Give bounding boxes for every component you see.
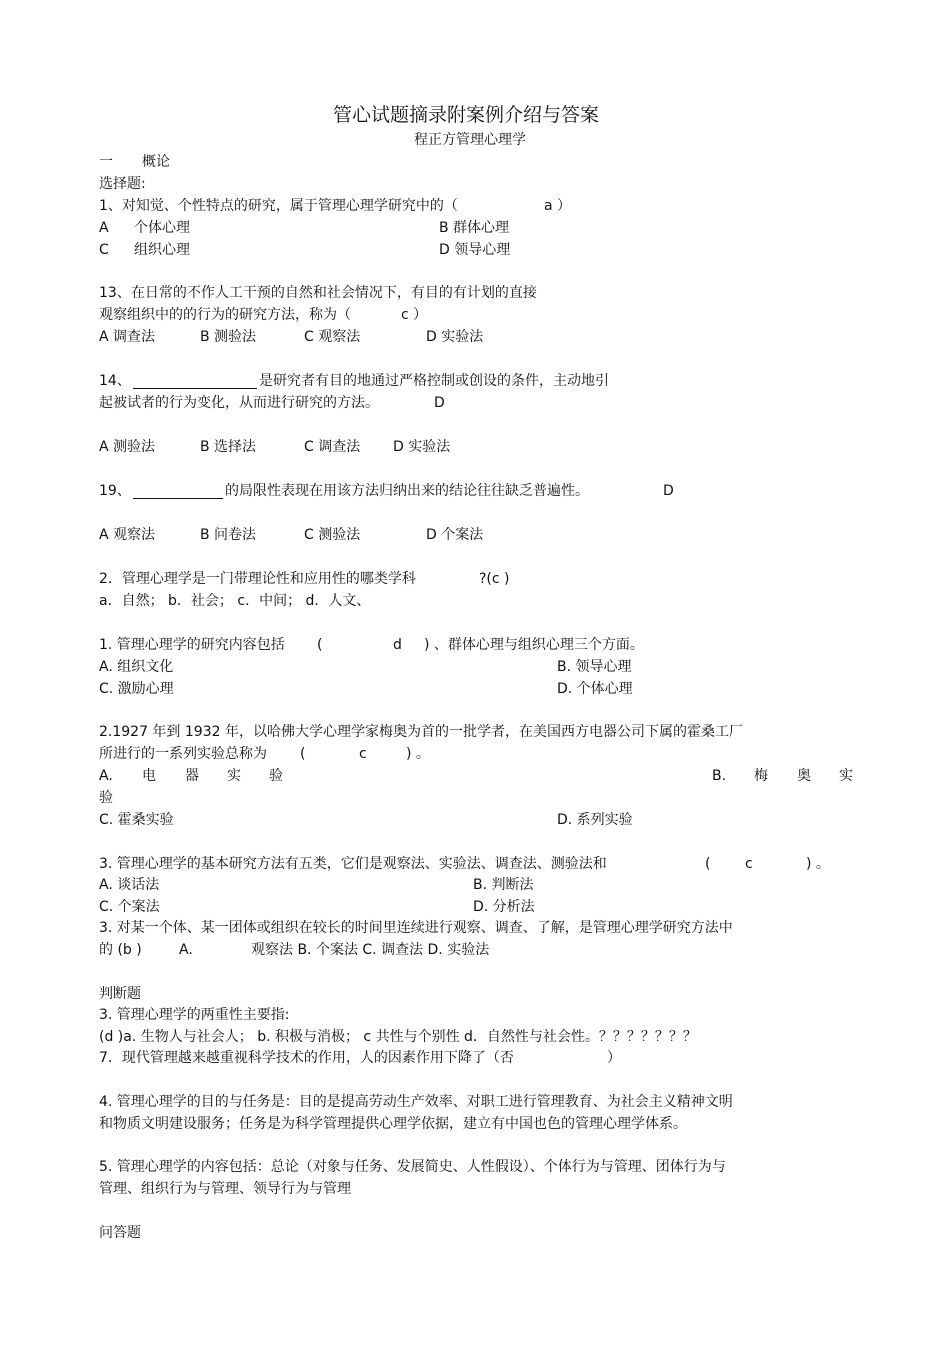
text-line-q2a: 2．管理心理学是一门带理论性和应用性的哪类学科 (99, 571, 416, 587)
text-line-q1A: A (99, 220, 109, 236)
text-line-q19b: 的局限性表现在用该方法归纳出来的结论往往缺乏普遍性。 (225, 483, 589, 499)
text-line-q14a: 14、 (99, 373, 131, 389)
text-line-q19o2: B 问卷法 (200, 527, 257, 543)
text-line-p2A2: 电 (142, 768, 156, 784)
text-line-p2d: c (359, 746, 367, 762)
text-line-p2B1: B. (712, 768, 727, 784)
text-line-tf: 判断题 (99, 986, 141, 1002)
text-line-q14o1: A 测验法 (99, 439, 156, 455)
text-line-p2D: D. 系列实验 (557, 812, 633, 828)
text-line-p1c: d (393, 637, 402, 653)
text-line-p4d: 观察法 B. 个案法 C. 调查法 D. 实验法 (251, 942, 490, 958)
text-line-p3B: B. 判断法 (473, 877, 534, 893)
text-line-q1C: C (99, 242, 109, 258)
text-line-qa: 问答题 (99, 1225, 141, 1241)
text-line-p3d: ) 。 (806, 856, 830, 872)
text-line-s1b: 概论 (142, 154, 170, 170)
text-line-q13c: c ） (401, 307, 428, 323)
text-line-t7b: ） (607, 1050, 621, 1066)
fill-blank-19 (133, 484, 223, 499)
text-line-p2C: C. 霍桑实验 (99, 812, 174, 828)
text-line-p1b: ( (317, 637, 323, 653)
text-line-q1: 1、对知觉、个性特点的研究，属于管理心理学研究中的（ (99, 198, 458, 214)
text-line-p4a: 3. 对某一个体、某一团体或组织在较长的时间里连续进行观察、调查、了解，是管理心理学研究方法中 (99, 920, 733, 936)
page-subtitle: 程正方管理心理学 (414, 132, 526, 148)
text-line-q1At: 个体心理 (134, 220, 190, 236)
text-line-p2b: 所进行的一系列实验总称为 (99, 746, 267, 762)
text-line-q1Ct: 组织心理 (134, 242, 190, 258)
text-line-q19o4: D 个案法 (426, 527, 484, 543)
text-line-p2B2: 梅 (754, 768, 768, 784)
text-line-p2c: ( (300, 746, 306, 762)
text-line-t5a: 5. 管理心理学的内容包括：总论（对象与任务、发展简史、人性假设）、个体行为与管理、团体行为与 (99, 1159, 726, 1175)
text-line-p3a: 3. 管理心理学的基本研究方法有五类，它们是观察法、实验法、调查法、测验法和 (99, 856, 607, 872)
text-line-p4c: A. (179, 942, 193, 958)
text-line-p3b: ( (705, 856, 711, 872)
text-line-q13b: 观察组织中的的行为的研究方法，称为（ (99, 307, 351, 323)
text-line-q14b: 是研究者有目的地通过严格控制或创设的条件，主动地引 (259, 373, 609, 389)
text-line-q19a: 19、 (99, 483, 131, 499)
text-line-q13o1: A 调查法 (99, 329, 156, 345)
text-line-s1: 一 (99, 154, 113, 170)
text-line-p3c: c (745, 856, 753, 872)
text-line-p3A: A. 谈话法 (99, 877, 160, 893)
text-line-q14d: D (434, 395, 445, 411)
text-line-q14c: 起被试者的行为变化，从而进行研究的方法。 (99, 395, 379, 411)
text-line-q1B: B 群体心理 (439, 220, 510, 236)
fill-blank-14 (133, 374, 257, 389)
text-line-p1C: C. 激励心理 (99, 681, 174, 697)
text-line-q19c: D (663, 483, 674, 499)
text-line-p1B: B. 领导心理 (557, 659, 632, 675)
text-line-q19o1: A 观察法 (99, 527, 156, 543)
text-line-q13a: 13、在日常的不作人工干预的自然和社会情况下，有目的有计划的直接 (99, 285, 537, 301)
text-line-q13o4: D 实验法 (426, 329, 484, 345)
text-line-p3D: D. 分析法 (473, 899, 535, 915)
text-line-q13o3: C 观察法 (304, 329, 361, 345)
text-line-p2A1: A. (99, 768, 113, 784)
text-line-q14o4: D 实验法 (393, 439, 451, 455)
text-line-p2B4: 实 (839, 768, 853, 784)
text-line-q19o3: C 测验法 (304, 527, 361, 543)
text-line-p1d: ) 、群体心理与组织心理三个方面。 (424, 637, 644, 653)
text-line-t4b: 和物质文明建设服务；任务是为科学管理提供心理学依据，建立有中国也色的管理心理学体系。 (99, 1116, 687, 1132)
text-line-p1A: A. 组织文化 (99, 659, 174, 675)
text-line-t4a: 4. 管理心理学的目的与任务是：目的是提高劳动生产效率、对职工进行管理教育、为社会主义精神文明 (99, 1094, 733, 1110)
text-line-t5b: 管理、组织行为与管理、领导行为与管理 (99, 1181, 351, 1197)
page-title: 管心试题摘录附案例介绍与答案 (332, 104, 599, 126)
text-line-p1a: 1. 管理心理学的研究内容包括 (99, 637, 285, 653)
text-line-p2B5: 验 (99, 790, 113, 806)
text-line-p1D: D. 个体心理 (557, 681, 633, 697)
text-line-t3a: 3. 管理心理学的两重性主要指: (99, 1007, 290, 1023)
text-line-p2a: 2.1927 年到 1932 年，以哈佛大学心理学家梅奥为首的一批学者，在美国西方电器公司下属的霍桑工厂 (99, 724, 743, 740)
text-line-p2A5: 验 (269, 768, 283, 784)
text-line-p2e: ) 。 (406, 746, 430, 762)
text-line-q14o2: B 选择法 (200, 439, 257, 455)
text-line-t7a: 7．现代管理越来越重视科学技术的作用，人的因素作用下降了（否 (99, 1050, 514, 1066)
text-line-q2b: ?(c ) (479, 571, 510, 587)
text-line-q14o3: C 调查法 (304, 439, 361, 455)
text-line-mc: 选择题: (99, 176, 146, 192)
text-line-p2B3: 奥 (797, 768, 811, 784)
text-line-t3b: (d )a. 生物人与社会人； b. 积极与消极； c 共性与个别性 d．自然性与社会性。？？？？？？？ (99, 1029, 697, 1045)
text-line-p4b: 的 (b ) (99, 942, 142, 958)
text-line-p2A4: 实 (227, 768, 241, 784)
text-line-q1a: a ） (544, 198, 572, 214)
text-line-p2A3: 器 (185, 768, 199, 784)
text-line-q1D: D 领导心理 (439, 242, 511, 258)
text-line-p3C: C. 个案法 (99, 899, 160, 915)
text-line-q13o2: B 测验法 (200, 329, 257, 345)
text-line-q2o: a．自然； b．社会； c．中间； d．人文、 (99, 593, 371, 609)
